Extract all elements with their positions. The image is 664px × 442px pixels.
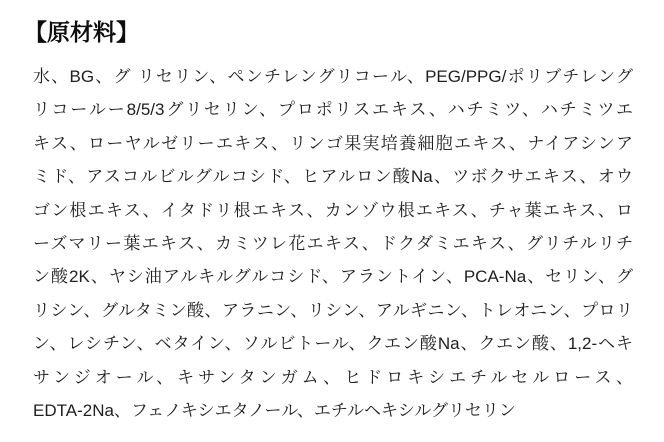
ingredients-heading: 【原材料】 — [24, 19, 139, 45]
ingredients-line: リシン、グルタミン酸、アラニン、リシン、アルギニン、トレオニン、プロリ — [33, 300, 633, 320]
ingredients-text-block — [33, 60, 633, 427]
ingredients-line: 水、BG、グ リセリン、ペンチレングリコール、PEG/PPG/ポリブチレング — [33, 67, 633, 86]
ingredients-line: キス、ローヤルゼリーエキス、リンゴ果実培養細胞エキス、ナイアシンア — [33, 133, 633, 153]
ingredients-line: ン、レシチン、ベタイン、ソルビトール、クエン酸Na、クエン酸、1,2-ヘキ — [33, 334, 633, 354]
ingredients-line: EDTA-2Na、フェノキシエタノール、エチルヘキシルグリセリン — [33, 401, 516, 421]
ingredients-line: ミド、アスコルビルグルコシド、ヒアルロン酸Na、ツボクサエキス、オウ — [33, 167, 633, 187]
ingredients-line: リコールー8/5/3グリセリン、プロポリスエキス、ハチミツ、ハチミツエ — [33, 100, 633, 120]
ingredients-line: ーズマリー葉エキス、カミツレ花エキス、ドクダミエキス、グリチルリチ — [33, 234, 633, 254]
ingredients-line: サンジオール、キサンタンガム、ヒドロキシエチルセルロース、 — [33, 367, 633, 387]
ingredients-line: ゴン根エキス、イタドリ根エキス、カンゾウ根エキス、チャ葉エキス、ロ — [33, 200, 633, 220]
ingredients-line: ン酸2K、ヤシ油アルキルグルコシド、アラントイン、PCA-Na、セリン、グ — [33, 267, 633, 287]
